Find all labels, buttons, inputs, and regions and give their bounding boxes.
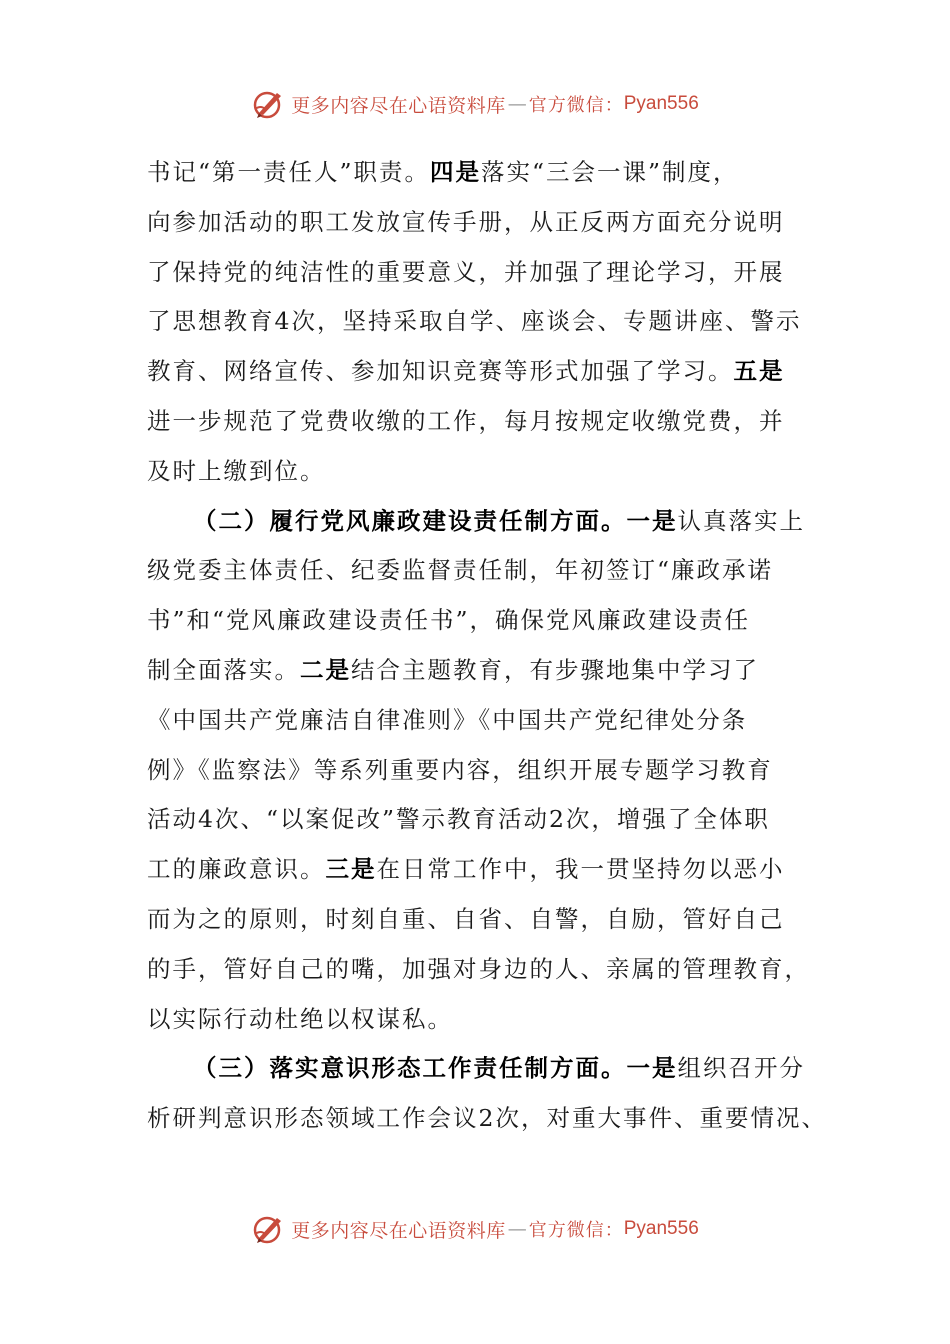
text-line: 教育、网络宣传、参加知识竞赛等形式加强了学习。五是 [147,357,785,386]
text-line: 及时上缴到位。 [147,456,326,485]
header-wechat-id: Pyan556 [623,93,699,114]
footer-slogan: 更多内容尽在心语资料库 [291,1219,506,1242]
footer-wechat-id: Pyan556 [623,1218,699,1239]
document-body [147,148,827,1144]
text-line: 而为之的原则，时刻自重、自省、自警，自励，管好自己 [147,904,785,933]
header-banner [0,84,950,124]
section-heading-2: （二）履行党风廉政建设责任制方面。一是认真落实上 [193,506,805,535]
text-line: 进一步规范了党费收缴的工作，每月按规定收缴党费，并 [147,406,785,435]
footer-banner [0,1209,950,1249]
header-separator: — [507,93,527,115]
text-line: 工的廉政意识。三是在日常工作中，我一贯坚持勿以恶小 [147,855,785,884]
text-line: 析研判意识形态领域工作会议2次，对重大事件、重要情况、 [147,1104,827,1133]
header-wechat-label: 官方微信： [528,95,624,116]
text-line: 《中国共产党廉洁自律准则》《中国共产党纪律处分条 [147,705,748,734]
text-line: 了保持党的纯洁性的重要意义，并加强了理论学习，开展 [147,257,785,286]
text-line: 级党委主体责任、纪委监督责任制，年初签订“廉政承诺 [147,556,774,585]
text-line: 以实际行动杜绝以权谋私。 [147,1004,453,1033]
text-line: 制全面落实。二是结合主题教育，有步骤地集中学习了 [147,655,759,684]
pen-seal-logo-icon [251,1212,285,1246]
text-line: 例》《监察法》等系列重要内容，组织开展专题学习教育 [147,755,773,784]
text-line: 向参加活动的职工发放宣传手册，从正反两方面充分说明 [147,207,785,236]
pen-seal-logo-icon [251,87,285,121]
text-line: 活动4次、“以案促改”警示教育活动2次，增强了全体职 [147,805,770,834]
text-line: 了思想教育4次，坚持采取自学、座谈会、专题讲座、警示 [147,307,802,336]
header-slogan: 更多内容尽在心语资料库 [291,94,506,117]
text-line: 的手，管好自己的嘴，加强对身边的人、亲属的管理教育， [147,954,810,983]
text-line: 书”和“党风廉政建设责任书”，确保党风廉政建设责任 [147,606,751,635]
footer-wechat-label: 官方微信： [528,1220,624,1241]
text-line: 书记“第一责任人”职责。四是落实“三会一课”制度， [147,158,739,186]
footer-separator: — [507,1218,527,1240]
section-heading-3: （三）落实意识形态工作责任制方面。一是组织召开分 [193,1054,805,1083]
